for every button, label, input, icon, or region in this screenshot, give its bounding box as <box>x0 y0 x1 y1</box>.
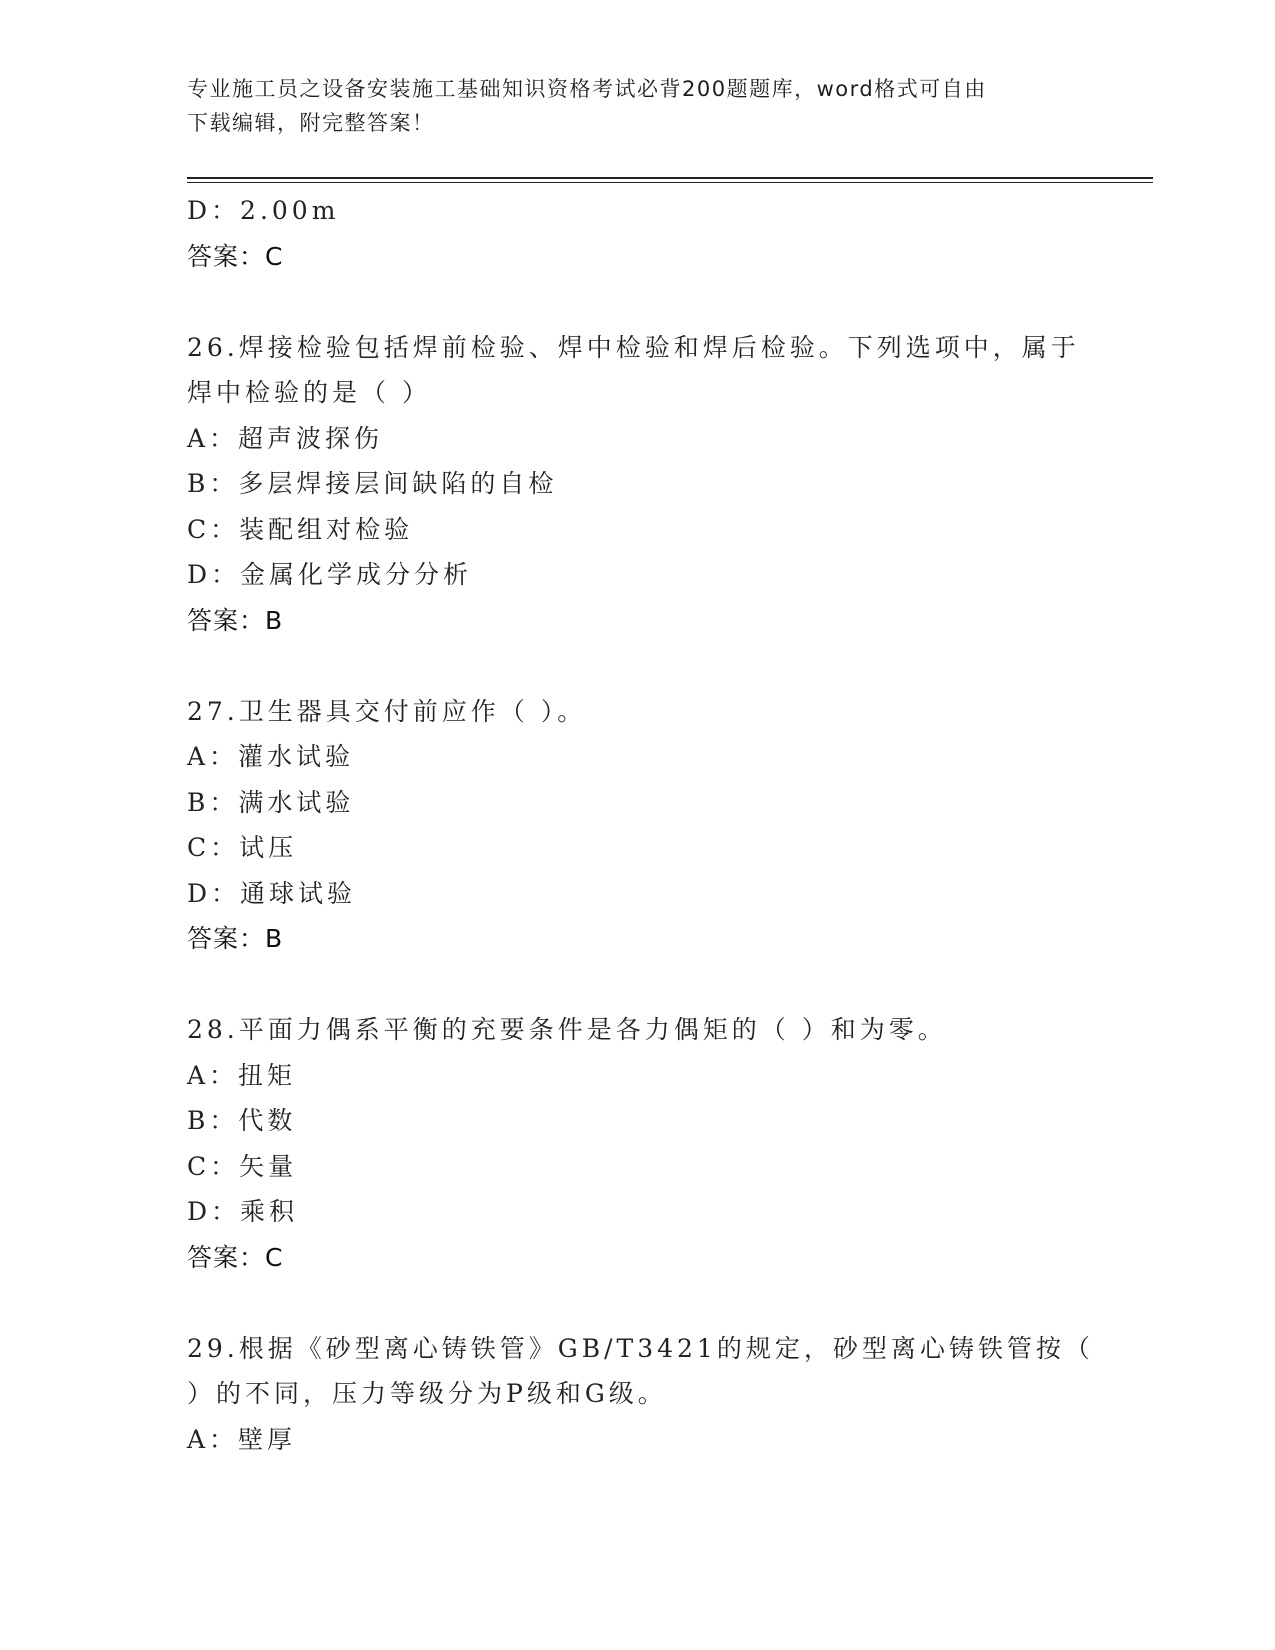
option-a: A：灌水试验 <box>187 742 355 771</box>
answer: 答案：B <box>187 924 284 953</box>
option-c: C：装配组对检验 <box>187 514 414 544</box>
question-27 <box>187 689 1087 962</box>
header-divider-thick <box>187 177 1153 179</box>
option-a: A：扭矩 <box>187 1060 297 1090</box>
header-line-1: 专业施工员之设备安装施工基础知识资格考试必背200题题库，word格式可自由 <box>187 77 987 101</box>
option-a: A：超声波探伤 <box>187 423 384 453</box>
prev-option-d: D：2.00m <box>187 196 340 225</box>
document-header <box>187 72 1067 140</box>
option-b: B：多层焊接层间缺陷的自检 <box>187 469 558 498</box>
spacer <box>187 279 1087 325</box>
option-c: C：试压 <box>187 833 298 862</box>
question-stem: 26.焊接检验包括焊前检验、焊中检验和焊后检验。下列选项中，属于 <box>187 332 1080 362</box>
option-d: D：通球试验 <box>187 878 357 908</box>
question-stem-continued: 焊中检验的是（ ） <box>187 378 431 407</box>
answer: 答案：C <box>187 1242 284 1272</box>
option-d: D：乘积 <box>187 1197 299 1226</box>
spacer <box>187 1280 1087 1326</box>
question-26 <box>187 325 1087 644</box>
question-stem: 29.根据《砂型离心铸铁管》GB/T3421的规定，砂型离心铸铁管按（ <box>187 1333 1094 1363</box>
spacer <box>187 643 1087 689</box>
question-29 <box>187 1326 1094 1463</box>
header-line-2: 下载编辑，附完整答案！ <box>187 111 435 135</box>
question-28 <box>187 1007 1087 1280</box>
spacer <box>187 962 1087 1008</box>
option-d: D：金属化学成分分析 <box>187 560 473 589</box>
question-stem: 28.平面力偶系平衡的充要条件是各力偶矩的（ ）和为零。 <box>187 1015 947 1044</box>
option-b: B：满水试验 <box>187 787 355 817</box>
option-c: C：矢量 <box>187 1151 298 1181</box>
answer: 答案：B <box>187 605 284 635</box>
question-stem: 27.卫生器具交付前应作（ ）。 <box>187 696 587 726</box>
question-stem-continued: ）的不同，压力等级分为P级和G级。 <box>187 1379 667 1408</box>
question-list <box>187 188 1094 1462</box>
prev-answer: 答案：C <box>187 241 284 271</box>
option-b: B：代数 <box>187 1106 297 1135</box>
header-divider-thin <box>187 182 1153 183</box>
option-a: A：壁厚 <box>187 1424 297 1454</box>
